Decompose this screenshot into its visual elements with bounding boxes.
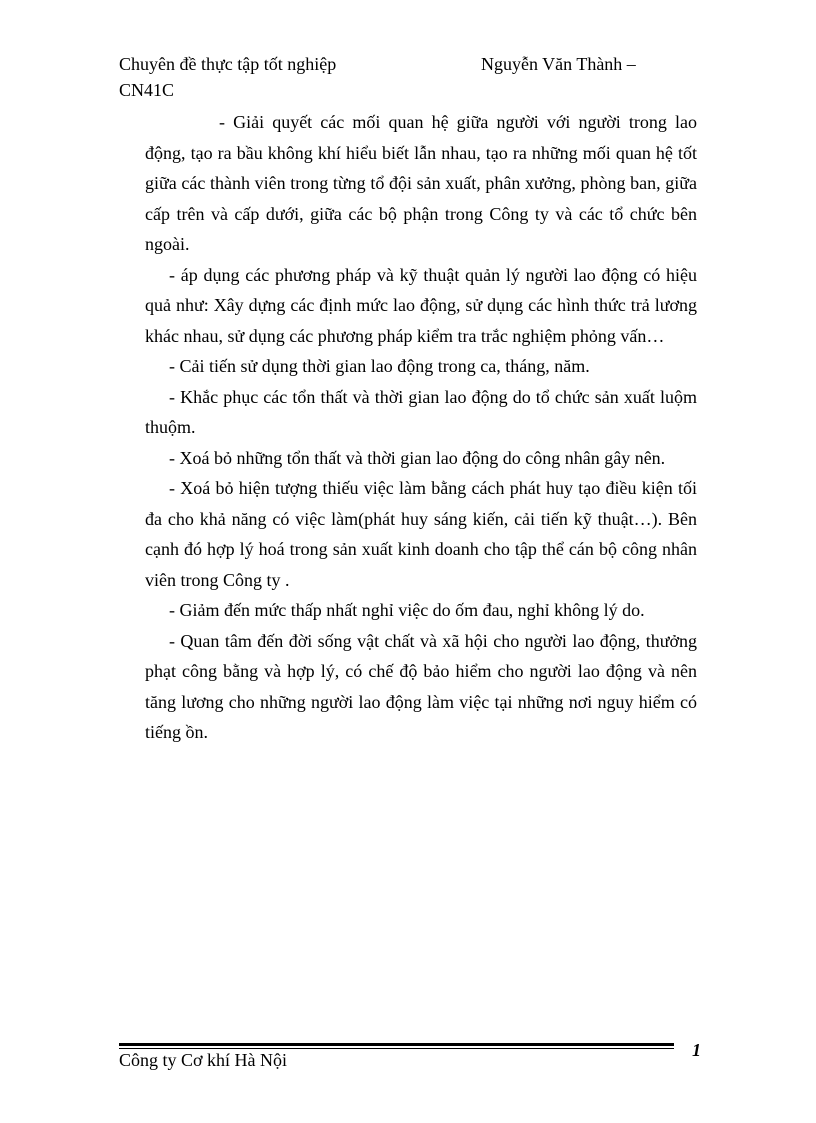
footer-company: Công ty Cơ khí Hà Nội [119, 1050, 288, 1070]
paragraph: - Xoá bỏ hiện tượng thiếu việc làm bằng cách phát huy tạo điều kiện tối đa cho khả năng có việc làm(phát huy sáng kiến, cải tiến kỹ thuật…). Bên cạnh đó hợp lý hoá trong sản xuất kinh doanh cho tập thể cán bộ công nhân viên trong Công ty . [145, 478, 697, 590]
paragraph: - Quan tâm đến đời sống vật chất và xã hội cho người lao động, thưởng phạt công bằng và hợp lý, có chế độ bảo hiểm cho người lao động và nên tăng lương cho những người lao động làm việc tại những nơi nguy hiểm có tiếng ồn. [145, 630, 697, 742]
paragraph: - áp dụng các phương pháp và kỹ thuật quản lý người lao động có hiệu quả như: Xây dựng các định mức lao động, sử dụng các hình thức trả lương khác nhau, sử dụng các phương pháp kiểm tra trắc nghiệm phỏng vấn… [145, 264, 697, 346]
document-body [145, 107, 697, 748]
paragraph: - Cải tiến sử dụng thời gian lao động trong ca, tháng, năm. [169, 356, 590, 376]
footer-divider [119, 1043, 674, 1049]
paragraph: - Khắc phục các tổn thất và thời gian lao động do tổ chức sản xuất luộm thuộm. [145, 386, 697, 437]
paragraph: - Giải quyết các mối quan hệ giữa người với người trong lao động, tạo ra bầu không khí hiểu biết lẫn nhau, tạo ra những mối quan hệ tốt giữa các thành viên trong từng tổ đội sản xuất, phân xưởng, phòng ban, giữa cấp trên và cấp dưới, giữa các bộ phận trong Công ty và các tổ chức bên ngoài. [145, 112, 697, 254]
header-class-code: CN41C [119, 80, 175, 100]
page-number: 1 [692, 1040, 701, 1060]
paragraph: - Xoá bỏ những tổn thất và thời gian lao động do công nhân gây nên. [169, 447, 666, 468]
header-author: Nguyễn Văn Thành – [481, 54, 636, 74]
header-title: Chuyên đề thực tập tốt nghiệp [119, 54, 337, 74]
paragraph: - Giảm đến mức thấp nhất nghỉ việc do ốm đau, nghỉ không lý do. [169, 600, 645, 620]
